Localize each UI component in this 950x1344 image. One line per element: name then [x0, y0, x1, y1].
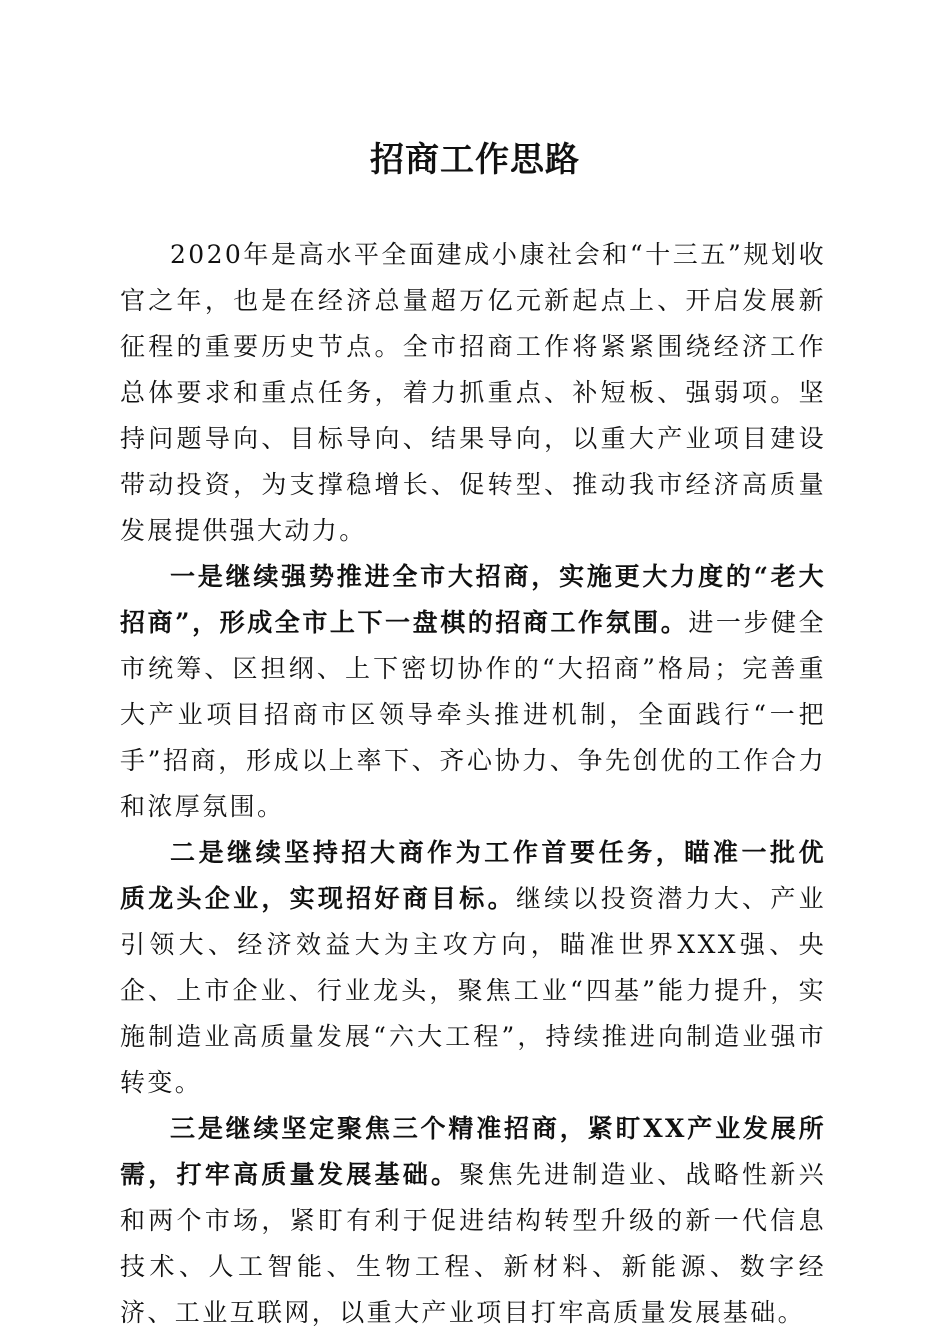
paragraph-lead: 一是继续强势推进全市大招商，实施更大力度的“老大招商”，形成全市上下一盘棋的招商工作氛围。 [120, 562, 826, 637]
paragraph-text: 2020年是高水平全面建成小康社会和“十三五”规划收官之年，也是在经济总量超万亿元新起点上、开启发展新征程的重要历史节点。全市招商工作将紧紧围绕经济工作总体要求和重点任务，着力抓重点、补短板、强弱项。坚持问题导向、目标导向、结果导向，以重大产业项目建设带动投资，为支撑稳增长、促转型、推动我市经济高质量发展提供强大动力。 [120, 240, 826, 545]
paragraph-point-two [120, 830, 826, 1106]
paragraph-lead: 二是继续坚持招大商作为工作首要任务，瞄准一批优质龙头企业，实现招好商目标。 [120, 838, 826, 913]
paragraph-text: 进一步健全市统筹、区担纲、上下密切协作的“大招商”格局；完善重大产业项目招商市区领导牵头推进机制，全面践行“一把手”招商，形成以上率下、齐心协力、争先创优的工作合力和浓厚氛围。 [120, 608, 826, 821]
paragraph-text: 聚焦先进制造业、战略性新兴和两个市场，紧盯有利于促进结构转型升级的新一代信息技术、人工智能、生物工程、新材料、新能源、数字经济、工业互联网，以重大产业项目打牢高质量发展基础。 [120, 1160, 826, 1327]
paragraph-text: 继续以投资潜力大、产业引领大、经济效益大为主攻方向，瞄准世界XXX强、央企、上市企业、行业龙头，聚焦工业“四基”能力提升，实施制造业高质量发展“六大工程”，持续推进向制造业强市转变。 [120, 884, 826, 1097]
paragraph-intro [120, 232, 826, 554]
document-body [120, 232, 826, 1336]
paragraph-point-three [120, 1106, 826, 1336]
paragraph-lead: 三是继续坚定聚焦三个精准招商，紧盯XX产业发展所需，打牢高质量发展基础。 [120, 1114, 826, 1189]
document-title: 招商工作思路 [370, 140, 580, 180]
paragraph-point-one [120, 554, 826, 830]
